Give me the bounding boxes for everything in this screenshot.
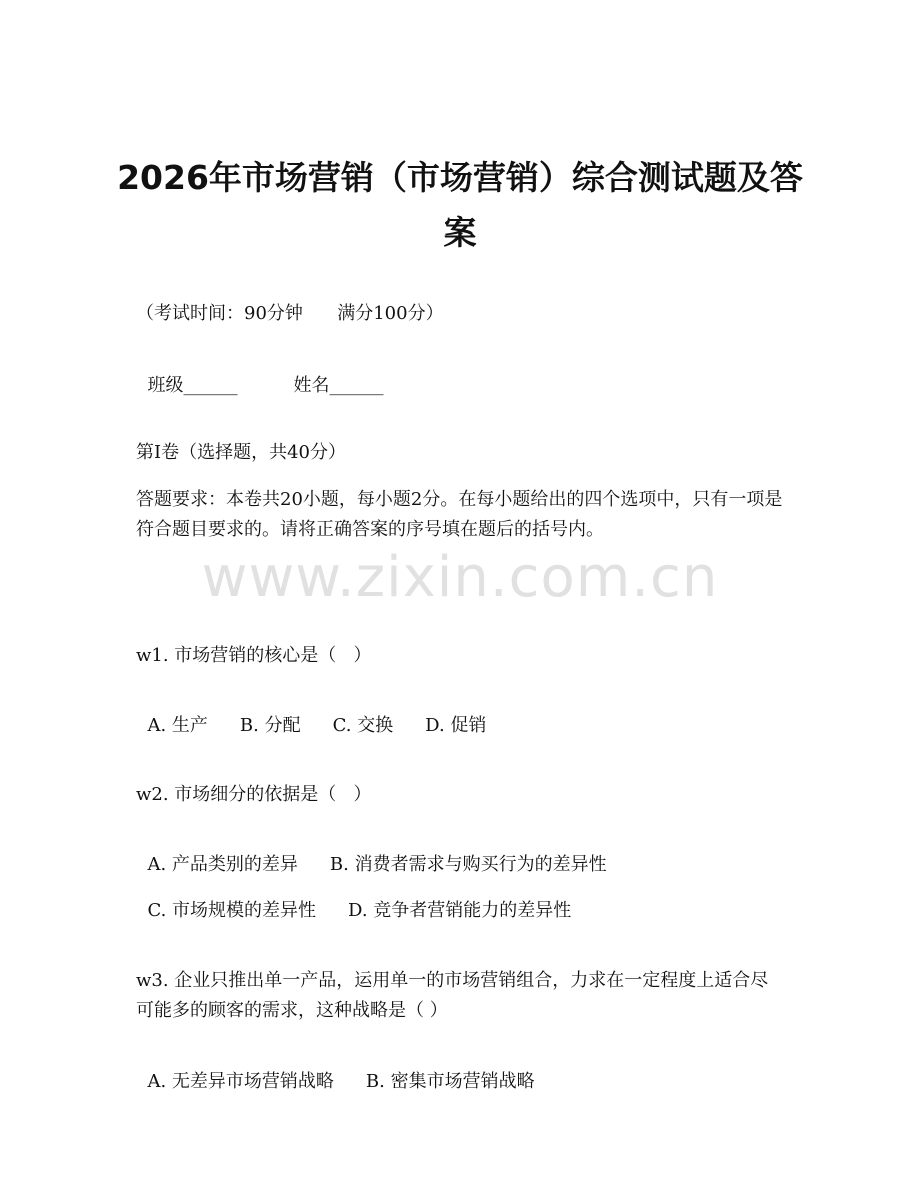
question-1-options: [136, 690, 486, 738]
watermark: www.zixin.com.cn: [201, 545, 719, 610]
student-info-row: [136, 350, 383, 398]
option-b: B. 密集市场营销战略: [365, 1071, 535, 1092]
question-2-stem: w2. 市场细分的依据是（ ）: [136, 784, 372, 805]
question-2-options-row-2: [136, 875, 571, 923]
instructions: 答题要求：本卷共20小题，每小题2分。在每小题给出的四个选项中，只有一项是符合题目要求的。请将正确答案的序号填在题后的括号内。: [136, 489, 783, 540]
option-d: D. 竞争者营销能力的差异性: [348, 900, 572, 921]
option-c: C. 交换: [332, 715, 394, 736]
option-d: D. 促销: [425, 715, 487, 736]
option-c: C. 市场规模的差异性: [147, 900, 317, 921]
name-field: 姓名______: [293, 375, 384, 396]
document-title: 2026年市场营销（市场营销）综合测试题及答案: [117, 158, 803, 252]
option-a: A. 生产: [147, 715, 208, 736]
question-3-options-row-1: [136, 1046, 535, 1094]
question-3-stem: w3. 企业只推出单一产品，运用单一的市场营销组合，力求在一定程度上适合尽可能多的顾客的需求，这种战略是（ ）: [136, 970, 769, 1021]
question-2-options-row-1: [136, 829, 607, 877]
option-a: A. 产品类别的差异: [147, 854, 298, 875]
question-1-stem: w1. 市场营销的核心是（ ）: [136, 645, 372, 666]
class-field: 班级______: [147, 375, 238, 396]
option-b: B. 分配: [239, 715, 301, 736]
option-a: A. 无差异市场营销战略: [147, 1071, 334, 1092]
exam-info: （考试时间：90分钟 满分100分）: [136, 303, 444, 324]
section-title: 第Ⅰ卷（选择题，共40分）: [136, 442, 347, 463]
option-b: B. 消费者需求与购买行为的差异性: [329, 854, 607, 875]
